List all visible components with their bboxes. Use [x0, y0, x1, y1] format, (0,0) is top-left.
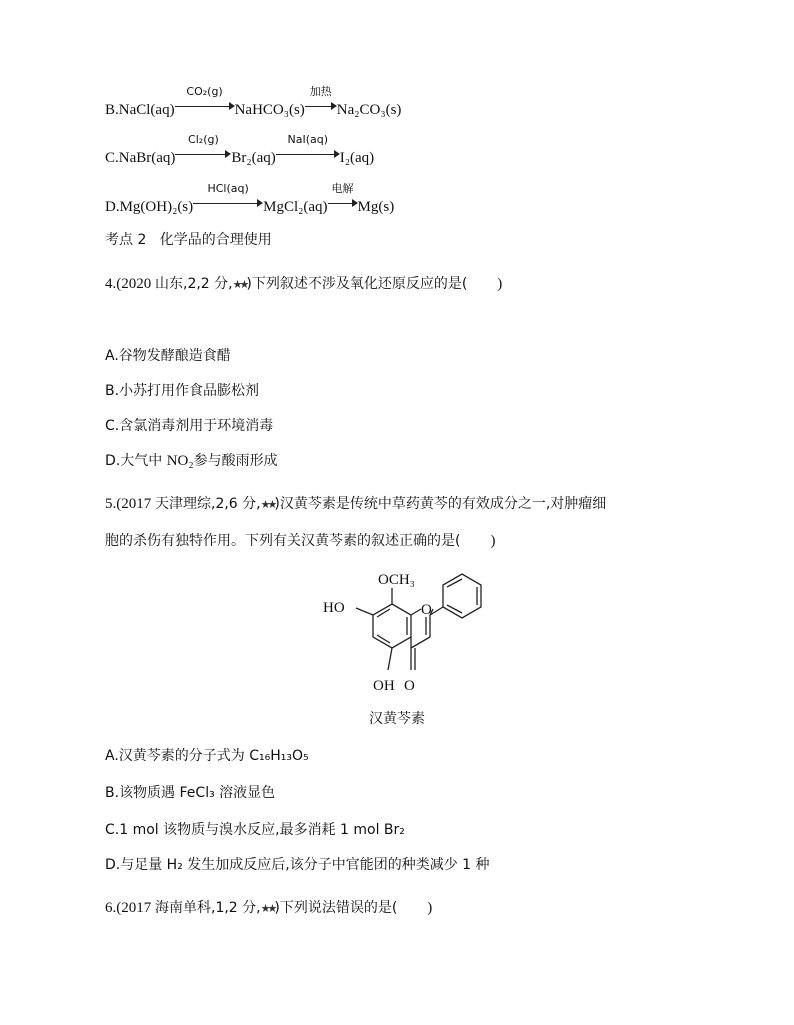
question-text: 胞的杀伤有独特作用。下列有关汉黄芩素的叙述正确的是( [105, 533, 461, 549]
question-number: 5.(2017 [105, 496, 152, 512]
arrow-condition: 电解 [331, 182, 354, 195]
option-label: B. [105, 785, 120, 801]
option-text: 小苏打用作食品膨松剂 [119, 383, 260, 399]
question-4-stem [105, 274, 502, 295]
product: Mg(s) [357, 199, 395, 215]
option-label: A. [105, 348, 119, 364]
question-text: )下列说法错误的是( [274, 900, 398, 916]
option-label: D. [105, 199, 120, 215]
option-text: 该物质遇 FeCl₃ 溶液显色 [119, 785, 276, 801]
question-text: )汉黄芩素是传统中草药黄芩的有效成分之一,对肿瘤细 [274, 496, 607, 512]
option-label: C. [105, 418, 120, 434]
q5-option-d[interactable] [105, 855, 490, 875]
arrow-condition: Cl₂(g) [188, 133, 219, 146]
arrow-condition: HCl(aq) [207, 182, 249, 195]
q5-option-a[interactable] [105, 746, 309, 766]
question-number: 4.(2020 [105, 276, 152, 292]
section-label: 考点 2 [105, 232, 147, 248]
difficulty-stars-icon: ★★ [260, 499, 275, 511]
question-5-stem-line2 [105, 531, 495, 551]
question-text: )下列叙述不涉及氧化还原反应的是( [246, 276, 468, 292]
answer-paren-close: ) [427, 900, 433, 916]
option-text: 1 mol 该物质与溴水反应,最多消耗 1 mol Br₂ [119, 822, 405, 838]
arrow-condition: NaI(aq) [287, 133, 329, 146]
option-label: A. [105, 748, 119, 764]
figure-caption: 汉黄芩素 [369, 711, 425, 727]
hydroxy-group: HO [323, 600, 345, 616]
reactant: NaBr(aq) [118, 150, 176, 166]
answer-paren-close: ) [497, 276, 503, 292]
option-label: D. [105, 453, 121, 469]
option-text: 与足量 H₂ 发生加成反应后,该分子中官能团的种类减少 1 种 [120, 857, 490, 873]
question-source: 海南单科,1,2 分, [155, 900, 261, 916]
arrow-condition: CO₂(g) [186, 85, 223, 98]
reaction-c [105, 133, 375, 168]
option-label: B. [105, 102, 119, 118]
reaction-arrow [276, 133, 340, 160]
arrow-condition: 加热 [309, 85, 332, 98]
reactant: Mg(OH)₂(s) [119, 199, 194, 215]
option-label: C. [105, 150, 119, 166]
ring-oxygen: O [421, 602, 432, 618]
option-text: 谷物发酵酿造食醋 [118, 348, 231, 364]
product: I₂(aq) [339, 150, 375, 166]
och3-group: OCH₃ [378, 572, 415, 588]
formula: NO₂ [166, 453, 194, 469]
reaction-b [105, 85, 402, 120]
q4-option-c[interactable] [105, 416, 273, 436]
intermediate: NaHCO₃(s) [234, 102, 305, 118]
option-label: D. [105, 857, 121, 873]
reaction-arrow [193, 182, 263, 209]
option-text: 汉黄芩素的分子式为 C₁₆H₁₃O₅ [118, 748, 309, 764]
q5-option-b[interactable] [105, 783, 275, 803]
question-number: 6.(2017 [105, 900, 152, 916]
reaction-arrow [175, 85, 235, 112]
q4-option-d[interactable] [105, 451, 278, 471]
product: Na₂CO₃(s) [336, 102, 402, 118]
section-heading [105, 230, 272, 250]
q4-option-a[interactable] [105, 346, 231, 366]
q5-option-c[interactable] [105, 820, 405, 840]
difficulty-stars-icon: ★★ [260, 903, 275, 915]
carbonyl-oxygen: O [404, 678, 415, 694]
reactant: NaCl(aq) [118, 102, 175, 118]
reaction-arrow [328, 182, 358, 209]
option-text: 参与酸雨形成 [193, 453, 278, 469]
answer-paren-close: ) [490, 533, 496, 549]
wogonin-structure-diagram [318, 570, 488, 700]
reaction-arrow [305, 85, 337, 112]
option-text: 含氯消毒剂用于环境消毒 [119, 418, 274, 434]
question-source: 天津理综,2,6 分, [155, 496, 261, 512]
section-title: 化学品的合理使用 [159, 232, 272, 248]
q4-option-b[interactable] [105, 381, 259, 401]
question-5-stem-line1 [105, 494, 606, 515]
reaction-arrow [175, 133, 231, 160]
question-source: 山东,2,2 分, [155, 276, 233, 292]
option-label: B. [105, 383, 120, 399]
hydroxy-group: OH [373, 678, 395, 694]
question-6-stem [105, 898, 432, 919]
difficulty-stars-icon: ★★ [232, 279, 247, 291]
reaction-d [105, 182, 395, 217]
option-label: C. [105, 822, 120, 838]
intermediate: Br₂(aq) [231, 150, 276, 166]
option-text: 大气中 [120, 453, 167, 469]
intermediate: MgCl₂(aq) [263, 199, 328, 215]
